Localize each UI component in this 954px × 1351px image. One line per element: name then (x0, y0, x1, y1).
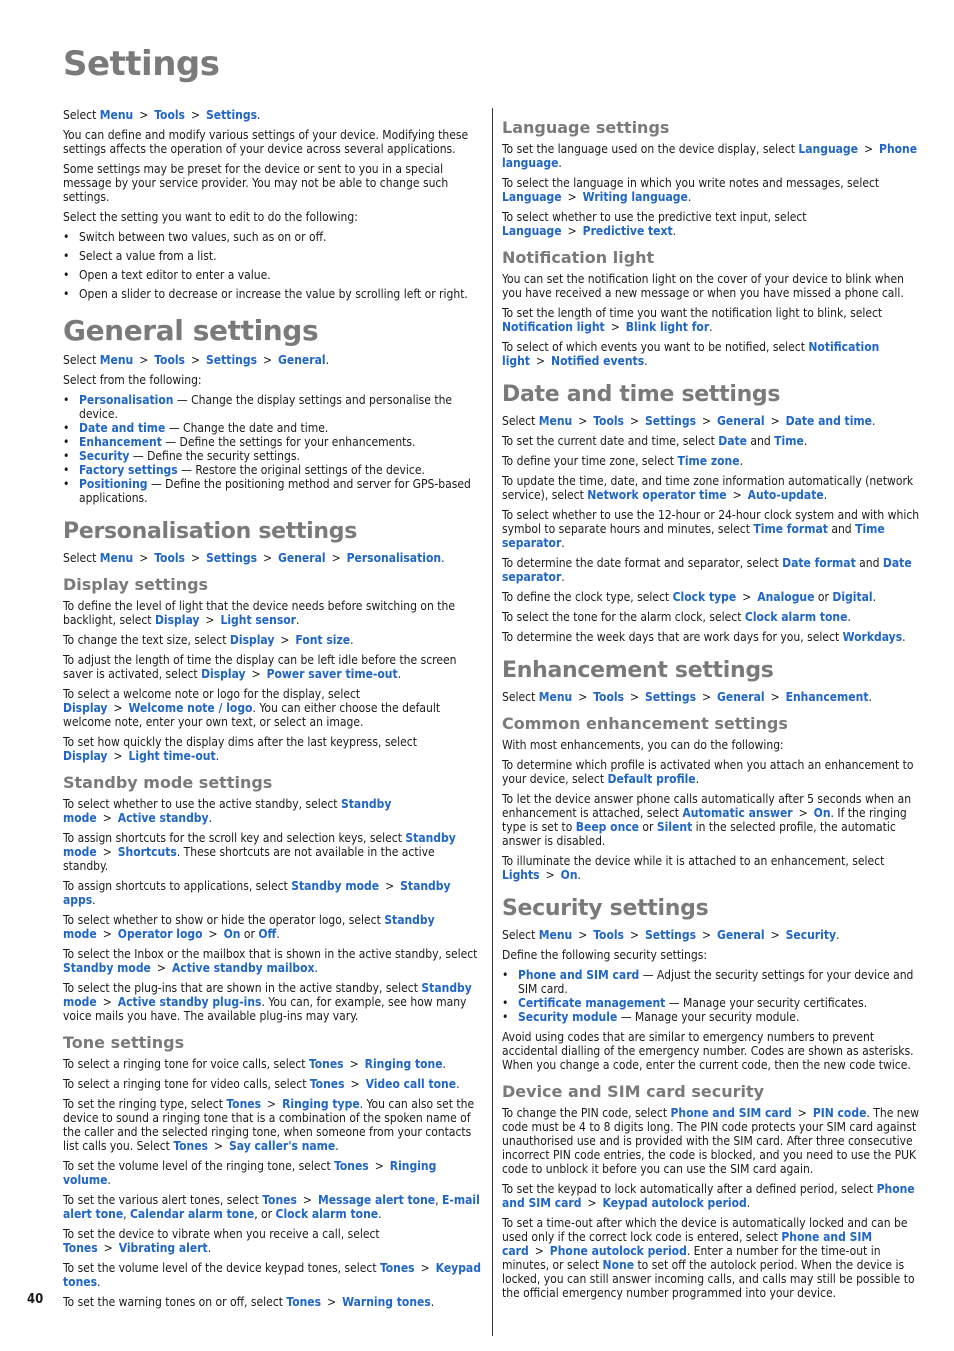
path-separator: > (420, 1261, 430, 1275)
menu-link-digital[interactable]: Digital (832, 590, 873, 604)
menu-link-general[interactable]: General (278, 551, 326, 565)
path-separator: > (208, 927, 218, 941)
menu-link-network-operator-time[interactable]: Network operator time (587, 488, 727, 502)
left-column (63, 108, 483, 1315)
menu-link-phone-and-sim-card[interactable]: Phone and SIM card (518, 968, 640, 982)
menu-link-display[interactable]: Display (63, 701, 108, 715)
path-separator: > (702, 928, 712, 942)
path-separator: > (629, 414, 640, 428)
path-separator: > (567, 190, 577, 204)
paragraph: Select the setting you want to edit to do the following: (63, 210, 358, 224)
path-separator: > (349, 1057, 359, 1071)
path-separator: > (863, 142, 874, 156)
path-separator: > (350, 1077, 360, 1091)
path-separator: > (263, 551, 273, 565)
path-separator: > (797, 1106, 807, 1120)
heading-tone-settings: Tone settings (63, 1033, 185, 1052)
paragraph: To define the clock type, select Clock type > Analogue or Digital. (502, 590, 877, 604)
menu-link-general[interactable]: General (717, 928, 765, 942)
paragraph: You can set the notification light on the cover of your device to blink when you have received a new message or when you have missed a phone call. (502, 272, 904, 300)
list-item: • Select a value from a list. (79, 249, 483, 263)
path-separator: > (798, 806, 808, 820)
menu-link-notified-events[interactable]: Notified events (551, 354, 645, 368)
menu-link-e-mail-alert-tone[interactable]: E-mail alert tone (63, 1193, 480, 1221)
path-separator: > (629, 690, 640, 704)
menu-link-standby-mode[interactable]: Standby mode (63, 981, 472, 1009)
paragraph: To select a ringing tone for voice calls, select Tones > Ringing tone. (63, 1057, 446, 1071)
list-item: • Open a slider to decrease or increase the value by scrolling left or right. (79, 287, 483, 301)
menu-link-phone-language[interactable]: Phone language (502, 142, 918, 170)
paragraph: To select whether to show or hide the operator logo, select Standby mode > Operator logo > On or Off. (63, 913, 435, 941)
paragraph: With most enhancements, you can do the following: (502, 738, 784, 752)
paragraph: To set a time-out after which the device is automatically locked and can be used only if the correct lock code is entered, select Phone and SIM card > Phone autolock period. Enter a number for the time-out in minutes, or select None to set off the autolock period. When the device is locked, you can still answer incoming calls, and calls may still be possible to the official emergency number programmed into your device. (502, 1216, 915, 1300)
menu-link-keypad-autolock-period[interactable]: Keypad autolock period (602, 1196, 747, 1210)
paragraph: To update the time, date, and time zone information automatically (network service), select Network operator time > Auto-update. (502, 474, 914, 502)
menu-link-tones[interactable]: Tones (309, 1077, 345, 1091)
paragraph: To select whether to use the active standby, select Standby mode > Active standby. (63, 797, 392, 825)
path-separator: > (331, 551, 341, 565)
paragraph: Select Menu > Tools > Settings > General > Enhancement. (502, 690, 872, 704)
menu-link-notification-light[interactable]: Notification light (502, 320, 605, 334)
list-item: • Phone and SIM card — Adjust the security settings for your device and SIM card. (518, 968, 926, 996)
bullet-list (63, 230, 483, 301)
path-separator: > (251, 667, 261, 681)
menu-link-tools[interactable]: Tools (154, 108, 185, 122)
path-separator: > (327, 1295, 337, 1309)
menu-link-personalisation[interactable]: Personalisation (346, 551, 442, 565)
path-separator: > (610, 320, 620, 334)
list-item: • Switch between two values, such as on or off. (79, 230, 483, 244)
menu-link-menu[interactable]: Menu (99, 551, 134, 565)
heading-general-settings: General settings (63, 314, 319, 347)
path-separator: > (190, 551, 201, 565)
list-item: • Personalisation — Change the display settings and personalise the device. (79, 393, 483, 421)
path-separator: > (578, 414, 588, 428)
menu-link-certificate-management[interactable]: Certificate management (518, 996, 666, 1010)
paragraph: To let the device answer phone calls automatically after 5 seconds when an enhancement is attached, select Automatic answer > On. If the ringing type is set to Beep once or Silent in the selected profile, the automatic answer is disabled. (502, 792, 912, 848)
paragraph: To illuminate the device while it is attached to an enhancement, select Lights > On. (502, 854, 885, 882)
paragraph: Some settings may be preset for the device or sent to you in a special message by your service provider. You may not be able to change such settings. (63, 162, 449, 204)
menu-link-warning-tones[interactable]: Warning tones (342, 1295, 431, 1309)
paragraph: To select a ringing tone for video calls, select Tones > Video call tone. (63, 1077, 460, 1091)
menu-link-standby-apps[interactable]: Standby apps (63, 879, 451, 907)
paragraph: To set the length of time you want the notification light to blink, select Notification light > Blink light for. (502, 306, 883, 334)
menu-link-date[interactable]: Date (718, 434, 747, 448)
menu-link-standby-mode[interactable]: Standby mode (63, 831, 456, 859)
column-divider (492, 108, 493, 1336)
menu-link-tones[interactable]: Tones (379, 1261, 415, 1275)
menu-link-light-sensor[interactable]: Light sensor (220, 613, 296, 627)
paragraph: To set the volume level of the device keypad tones, select Tones > Keypad tones. (63, 1261, 481, 1289)
menu-link-on[interactable]: On (223, 927, 241, 941)
menu-link-tools[interactable]: Tools (154, 353, 185, 367)
menu-link-off[interactable]: Off (258, 927, 277, 941)
heading-personalisation-settings: Personalisation settings (63, 519, 358, 544)
path-separator: > (385, 879, 395, 893)
path-separator: > (102, 995, 112, 1009)
paragraph: Avoid using codes that are similar to emergency numbers to prevent accidental dialling of the emergency number. Codes are shown as asterisks. When you change a code, enter the current code, then the new code twice. (502, 1030, 914, 1072)
menu-link-beep-once[interactable]: Beep once (575, 820, 639, 834)
path-separator: > (742, 590, 752, 604)
path-separator: > (302, 1193, 312, 1207)
list-item: • Positioning — Define the positioning method and server for GPS-based applications. (79, 477, 483, 505)
menu-link-lights[interactable]: Lights (502, 868, 540, 882)
menu-link-tones[interactable]: Tones (286, 1295, 322, 1309)
paragraph: To change the PIN code, select Phone and SIM card > PIN code. The new code must be 4 to 8 digits long. The PIN code protects your SIM card against unauthorised use and is provided with the SIM card. After three consecutive incorrect PIN code entries, the code is blocked, and you need to use the PUK code to unblock it before you can use the SIM card again. (502, 1106, 920, 1176)
menu-link-tools[interactable]: Tools (593, 690, 624, 704)
paragraph: To set the ringing type, select Tones > Ringing type. You can also set the device to sound a ringing tone that is a combination of the spoken name of the caller and the selected ringing tone, when someone from your contacts list calls you. Select Tones > Say caller's name. (63, 1097, 475, 1153)
menu-link-settings[interactable]: Settings (206, 108, 257, 122)
menu-link-security[interactable]: Security (785, 928, 837, 942)
path-separator: > (190, 353, 201, 367)
menu-link-default-profile[interactable]: Default profile (607, 772, 696, 786)
menu-link-menu[interactable]: Menu (99, 353, 134, 367)
paragraph: To select the language in which you write notes and messages, select Language > Writing language. (502, 176, 880, 204)
menu-link-font-size[interactable]: Font size (295, 633, 351, 647)
path-separator: > (587, 1196, 597, 1210)
menu-link-tones[interactable]: Tones (262, 1193, 297, 1207)
menu-link-vibrating-alert[interactable]: Vibrating alert (118, 1241, 208, 1255)
menu-link-language[interactable]: Language (502, 190, 562, 204)
right-column (502, 108, 926, 1306)
paragraph: To select whether to use the 12-hour or 24-hour clock system and with which symbol to separate hours and minutes, select Time format and Time separator. (502, 508, 920, 550)
paragraph: Select Menu > Tools > Settings > General > Personalisation. (63, 551, 445, 565)
menu-link-general[interactable]: General (717, 414, 765, 428)
menu-link-pin-code[interactable]: PIN code (812, 1106, 867, 1120)
menu-link-tones[interactable]: Tones (173, 1139, 208, 1153)
heading-standby-mode-settings: Standby mode settings (63, 773, 273, 792)
path-separator: > (629, 928, 640, 942)
list-item: • Security module — Manage your security module. (518, 1010, 926, 1024)
path-separator: > (102, 927, 112, 941)
paragraph: Define the following security settings: (502, 948, 708, 962)
menu-link-tools[interactable]: Tools (593, 928, 624, 942)
menu-link-say-caller-s-name[interactable]: Say caller's name (229, 1139, 336, 1153)
menu-link-language[interactable]: Language (798, 142, 858, 156)
menu-link-standby-mode[interactable]: Standby mode (63, 797, 392, 825)
menu-link-tools[interactable]: Tools (593, 414, 624, 428)
path-separator: > (374, 1159, 384, 1173)
paragraph: To select a welcome note or logo for the display, select Display > Welcome note / logo. You can either choose the default welcome note, enter your own text, or select an image. (63, 687, 441, 729)
menu-link-none[interactable]: None (602, 1258, 635, 1272)
path-separator: > (139, 551, 149, 565)
path-separator: > (103, 1241, 113, 1255)
page-title: Settings (63, 44, 220, 84)
heading-security-settings: Security settings (502, 896, 709, 921)
menu-link-date-and-time[interactable]: Date and time (785, 414, 872, 428)
bullet-list (502, 968, 926, 1024)
menu-link-video-call-tone[interactable]: Video call tone (365, 1077, 457, 1091)
paragraph: Select Menu > Tools > Settings > General > Date and time. (502, 414, 876, 428)
menu-link-auto-update[interactable]: Auto-update (747, 488, 824, 502)
menu-link-general[interactable]: General (278, 353, 326, 367)
menu-link-security-module[interactable]: Security module (518, 1010, 618, 1024)
heading-device-and-sim-card-security: Device and SIM card security (502, 1082, 765, 1101)
path-separator: > (280, 633, 290, 647)
menu-link-enhancement[interactable]: Enhancement (785, 690, 869, 704)
menu-link-phone-autolock-period[interactable]: Phone autolock period (549, 1244, 687, 1258)
menu-link-standby-mode[interactable]: Standby mode (291, 879, 380, 893)
paragraph: To set the language used on the device display, select Language > Phone language. (502, 142, 918, 170)
menu-link-date-and-time[interactable]: Date and time (79, 421, 166, 435)
path-separator: > (102, 845, 112, 859)
menu-link-tones[interactable]: Tones (226, 1097, 262, 1111)
menu-link-automatic-answer[interactable]: Automatic answer (682, 806, 793, 820)
menu-link-time[interactable]: Time (774, 434, 804, 448)
path-separator: > (113, 749, 123, 763)
menu-link-silent[interactable]: Silent (656, 820, 693, 834)
menu-link-factory-settings[interactable]: Factory settings (79, 463, 178, 477)
list-item: • Security — Define the security settings. (79, 449, 483, 463)
menu-link-menu[interactable]: Menu (99, 108, 134, 122)
menu-link-menu[interactable]: Menu (538, 414, 573, 428)
menu-link-date-format[interactable]: Date format (782, 556, 856, 570)
menu-link-predictive-text[interactable]: Predictive text (582, 224, 673, 238)
menu-link-power-saver-time-out[interactable]: Power saver time-out (266, 667, 398, 681)
menu-link-display[interactable]: Display (201, 667, 246, 681)
menu-link-active-standby-mailbox[interactable]: Active standby mailbox (171, 961, 315, 975)
path-separator: > (770, 414, 780, 428)
menu-link-writing-language[interactable]: Writing language (582, 190, 688, 204)
paragraph: To determine the date format and separator, select Date format and Date separator. (502, 556, 912, 584)
menu-link-welcome-note-logo[interactable]: Welcome note / logo (128, 701, 253, 715)
paragraph: To assign shortcuts to applications, select Standby mode > Standby apps. (63, 879, 451, 907)
paragraph: To select of which events you want to be notified, select Notification light > Notified events. (502, 340, 880, 368)
menu-link-keypad-tones[interactable]: Keypad tones (63, 1261, 481, 1289)
menu-link-settings[interactable]: Settings (206, 353, 257, 367)
bullet-list (63, 393, 483, 505)
menu-link-positioning[interactable]: Positioning (79, 477, 148, 491)
path-separator: > (535, 354, 546, 368)
paragraph: To set how quickly the display dims after the last keypress, select Display > Light time-out. (63, 735, 417, 763)
paragraph: To set the various alert tones, select Tones > Message alert tone, E-mail alert tone, Calendar alarm tone, or Clock alarm tone. (63, 1193, 480, 1221)
path-separator: > (702, 414, 712, 428)
path-separator: > (263, 353, 273, 367)
menu-link-menu[interactable]: Menu (538, 690, 573, 704)
path-separator: > (567, 224, 577, 238)
paragraph: To select whether to use the predictive text input, select Language > Predictive text. (502, 210, 807, 238)
menu-link-notification-light[interactable]: Notification light (502, 340, 880, 368)
menu-link-time-separator[interactable]: Time separator (502, 522, 885, 550)
paragraph: To define your time zone, select Time zone. (502, 454, 743, 468)
list-item: • Open a text editor to enter a value. (79, 268, 483, 282)
paragraph: To change the text size, select Display > Font size. (63, 633, 354, 647)
paragraph: To determine the week days that are work days for you, select Workdays. (502, 630, 906, 644)
menu-link-settings[interactable]: Settings (645, 928, 696, 942)
menu-link-clock-type[interactable]: Clock type (672, 590, 737, 604)
menu-link-enhancement[interactable]: Enhancement (79, 435, 162, 449)
menu-link-phone-and-sim-card[interactable]: Phone and SIM card (502, 1230, 873, 1258)
menu-link-shortcuts[interactable]: Shortcuts (117, 845, 177, 859)
menu-link-calendar-alarm-tone[interactable]: Calendar alarm tone (130, 1207, 255, 1221)
path-separator: > (578, 928, 588, 942)
path-separator: > (578, 690, 588, 704)
menu-link-standby-mode[interactable]: Standby mode (63, 961, 151, 975)
list-item: • Date and time — Change the date and time. (79, 421, 483, 435)
path-separator: > (770, 928, 780, 942)
paragraph: To set the keypad to lock automatically after a defined period, select Phone and SIM card > Keypad autolock period. (502, 1182, 915, 1210)
path-separator: > (113, 701, 123, 715)
menu-link-personalisation[interactable]: Personalisation (79, 393, 174, 407)
path-separator: > (770, 690, 780, 704)
heading-date-and-time-settings: Date and time settings (502, 382, 781, 407)
menu-link-time-format[interactable]: Time format (753, 522, 828, 536)
menu-link-tools[interactable]: Tools (154, 551, 185, 565)
menu-link-clock-alarm-tone[interactable]: Clock alarm tone (744, 610, 848, 624)
page-number: 40 (27, 1292, 44, 1307)
paragraph: To set the device to vibrate when you receive a call, select Tones > Vibrating alert. (63, 1227, 380, 1255)
list-item: • Factory settings — Restore the original settings of the device. (79, 463, 483, 477)
menu-link-ringing-volume[interactable]: Ringing volume (63, 1159, 437, 1187)
menu-link-display[interactable]: Display (229, 633, 275, 647)
paragraph: You can define and modify various settings of your device. Modifying these settings affects the operation of your device across several applications. (63, 128, 469, 156)
menu-link-on[interactable]: On (813, 806, 831, 820)
menu-link-phone-and-sim-card[interactable]: Phone and SIM card (502, 1182, 915, 1210)
menu-link-time-zone[interactable]: Time zone (677, 454, 740, 468)
menu-link-active-standby[interactable]: Active standby (117, 811, 209, 825)
heading-notification-light: Notification light (502, 248, 655, 267)
paragraph: Select Menu > Tools > Settings > General. (63, 353, 329, 367)
menu-link-active-standby-plug-ins[interactable]: Active standby plug-ins (117, 995, 262, 1009)
list-item: • Enhancement — Define the settings for your enhancements. (79, 435, 483, 449)
menu-link-tones[interactable]: Tones (308, 1057, 344, 1071)
paragraph: To set the warning tones on or off, select Tones > Warning tones. (63, 1295, 435, 1309)
menu-link-clock-alarm-tone[interactable]: Clock alarm tone (275, 1207, 379, 1221)
menu-link-language[interactable]: Language (502, 224, 562, 238)
path-separator: > (139, 108, 149, 122)
paragraph: Select from the following: (63, 373, 202, 387)
heading-language-settings: Language settings (502, 118, 670, 137)
paragraph: To select the Inbox or the mailbox that is shown in the active standby, select Standby mode > Active standby mailbox. (63, 947, 478, 975)
menu-link-settings[interactable]: Settings (645, 414, 696, 428)
menu-link-on[interactable]: On (560, 868, 578, 882)
menu-link-light-time-out[interactable]: Light time-out (128, 749, 216, 763)
menu-link-ringing-type[interactable]: Ringing type (282, 1097, 360, 1111)
path-separator: > (139, 353, 149, 367)
menu-link-standby-mode[interactable]: Standby mode (63, 913, 435, 941)
path-separator: > (545, 868, 555, 882)
path-separator: > (205, 613, 215, 627)
paragraph: To select the tone for the alarm clock, select Clock alarm tone. (502, 610, 851, 624)
heading-display-settings: Display settings (63, 575, 209, 594)
path-separator: > (732, 488, 742, 502)
menu-link-display[interactable]: Display (154, 613, 200, 627)
menu-link-phone-and-sim-card[interactable]: Phone and SIM card (670, 1106, 792, 1120)
path-separator: > (267, 1097, 277, 1111)
paragraph: To adjust the length of time the display can be left idle before the screen saver is activated, select Display > Power saver time-out. (63, 653, 457, 681)
menu-link-general[interactable]: General (717, 690, 765, 704)
menu-link-settings[interactable]: Settings (206, 551, 257, 565)
paragraph: To set the volume level of the ringing tone, select Tones > Ringing volume. (63, 1159, 437, 1187)
paragraph: To select the plug-ins that are shown in the active standby, select Standby mode > Active standby plug-ins. You can, for example, see how many voice mails you have. The available plug-ins may vary. (63, 981, 472, 1023)
menu-link-settings[interactable]: Settings (645, 690, 696, 704)
menu-link-analogue[interactable]: Analogue (757, 590, 815, 604)
paragraph: To define the level of light that the device needs before switching on the backlight, select Display > Light sensor. (63, 599, 455, 627)
menu-link-menu[interactable]: Menu (538, 928, 573, 942)
paragraph: To set the current date and time, select Date and Time. (502, 434, 808, 448)
menu-link-date-separator[interactable]: Date separator (502, 556, 912, 584)
path-separator: > (190, 108, 201, 122)
heading-enhancement-settings: Enhancement settings (502, 658, 774, 683)
paragraph: Select Menu > Tools > Settings. (63, 108, 261, 122)
list-item: • Certificate management — Manage your security certificates. (518, 996, 926, 1010)
paragraph: To assign shortcuts for the scroll key and selection keys, select Standby mode > Shortcuts. These shortcuts are not available in the active standby. (63, 831, 456, 873)
path-separator: > (102, 811, 112, 825)
menu-link-workdays[interactable]: Workdays (842, 630, 903, 644)
menu-link-ringing-tone[interactable]: Ringing tone (364, 1057, 443, 1071)
menu-link-message-alert-tone[interactable]: Message alert tone (317, 1193, 436, 1207)
menu-link-display[interactable]: Display (63, 749, 108, 763)
paragraph: Select Menu > Tools > Settings > General > Security. (502, 928, 840, 942)
paragraph: To determine which profile is activated when you attach an enhancement to your device, select Default profile. (502, 758, 914, 786)
path-separator: > (702, 690, 712, 704)
menu-link-tones[interactable]: Tones (334, 1159, 369, 1173)
menu-link-operator-logo[interactable]: Operator logo (117, 927, 203, 941)
heading-common-enhancement-settings: Common enhancement settings (502, 714, 788, 733)
path-separator: > (534, 1244, 544, 1258)
menu-link-blink-light-for[interactable]: Blink light for (625, 320, 710, 334)
menu-link-tones[interactable]: Tones (63, 1241, 98, 1255)
path-separator: > (213, 1139, 224, 1153)
menu-link-security[interactable]: Security (79, 449, 130, 463)
path-separator: > (156, 961, 166, 975)
